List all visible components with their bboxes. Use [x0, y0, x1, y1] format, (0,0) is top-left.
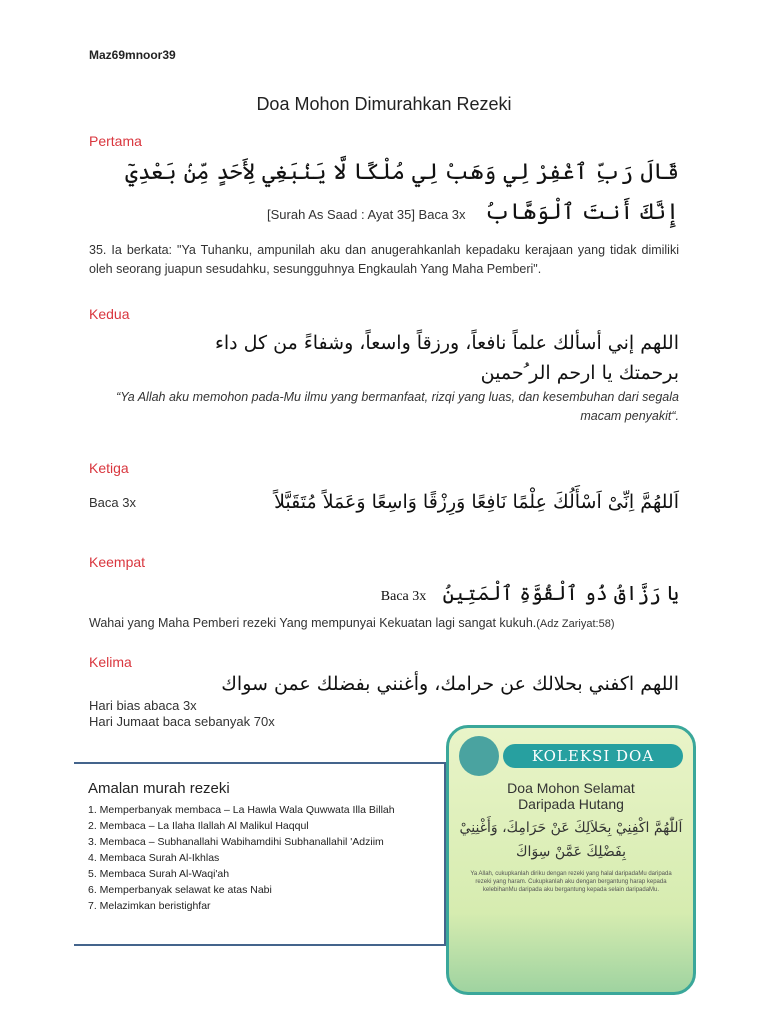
heading-kelima: Kelima	[89, 654, 132, 670]
note1-kelima: Hari bias abaca 3x	[89, 698, 197, 713]
arabic-ketiga: اَللهُمَّ اِنِّىْ اَسْأَلُكَ عِلْمًا نَافِعًا وَرِزْقًا وَاسِعًا وَعَمَلاً مُتَقَبَّلاً	[274, 491, 679, 513]
row-ketiga	[89, 486, 679, 518]
poster-title-line1: Doa Mohon Selamat	[507, 780, 635, 796]
heading-ketiga: Ketiga	[89, 460, 129, 476]
arabic-line2-kedua: برحمتك يا ارحم الر ُحمين	[480, 362, 679, 384]
note2-kelima: Hari Jumaat baca sebanyak 70x	[89, 714, 275, 729]
koleksi-doa-poster	[446, 725, 696, 995]
translation-text: Wahai yang Maha Pemberi rezeki Yang mempunyai Kekuatan lagi sangat kukuh.	[89, 616, 537, 630]
author-name: Maz69mnoor39	[89, 48, 176, 62]
amalan-item: 5. Membaca Surah Al-Waqi'ah	[88, 868, 230, 880]
poster-header	[459, 736, 683, 776]
translation-kedua: “Ya Allah aku memohon pada-Mu ilmu yang bermanfaat, rizqi yang luas, dan kesembuhan dari segala macam penyakit“.	[116, 390, 679, 423]
reference-pertama: [Surah As Saad : Ayat 35] Baca 3x	[267, 207, 466, 222]
arabic-keempat: يا رَزَّاقُ ذُو ٱلْقُوَّةِ ٱلْمَتِينُ	[442, 581, 679, 605]
poster-banner: KOLEKSI DOA	[503, 744, 683, 768]
section-kelima	[89, 654, 679, 730]
amalan-item: 4. Membaca Surah Al-Ikhlas	[88, 852, 220, 864]
note-keempat: Baca 3x	[380, 589, 427, 604]
amalan-item: 2. Membaca – La Ilaha Ilallah Al Malikul Haqqul	[88, 820, 309, 832]
amalan-item: 1. Memperbanyak membaca – La Hawla Wala Quwwata Illa Billah	[88, 804, 395, 816]
child-illustration-icon	[459, 736, 499, 776]
translation-pertama: 35. Ia berkata: "Ya Tuhanku, ampunilah aku dan anugerahkanlah kepadaku kerajaan yang tidak dimiliki oleh seorang juapun sesudahku, sesungguhnya Engkaulah Yang Maha Pemberi".	[89, 243, 679, 276]
section-ketiga	[89, 460, 679, 518]
arabic-kelima: اللهم اكفني بحلالك عن حرامك، وأغنني بفضلك عمن سواك	[221, 673, 679, 695]
page-title: Doa Mohon Dimurahkan Rezeki	[256, 94, 512, 114]
poster-title	[507, 780, 635, 812]
poster-arabic: اَللّٰهُمَّ اكْفِنِيْ بِحَلاَلِكَ عَنْ حَرَامِكَ، وَأَغْنِنِيْ بِفَضْلِكَ عَمَّنْ سِوَاكَ	[459, 820, 683, 860]
heading-keempat: Keempat	[89, 554, 146, 570]
amalan-item: 3. Membaca – Subhanallahi Wabihamdihi Subhanallahil 'Adziim	[88, 836, 384, 848]
note-ketiga: Baca 3x	[89, 494, 136, 510]
arabic-block-pertama	[89, 153, 679, 235]
arabic-line1-kedua: اللهم إني أسألك علماً نافعاً، ورزقاً واسعاً، وشفاءً من كل داء	[214, 332, 679, 354]
poster-translation: Ya Allah, cukupkanlah diriku dengan rezeki yang halal daripadaMu daripada rezeki yang haram. Cukupkanlah aku dengan bergantung harap kepada kelebihanMu daripada aku bergantung kepada selain daripadaMu.	[470, 871, 672, 893]
amalan-item: 6. Memperbanyak selawat ke atas Nabi	[88, 884, 272, 896]
section-kedua	[89, 306, 679, 426]
amalan-list	[88, 802, 395, 914]
reference-keempat: (Adz Zariyat:58)	[536, 618, 615, 630]
amalan-title: Amalan murah rezeki	[88, 780, 230, 797]
translation-keempat	[89, 616, 679, 630]
heading-pertama: Pertama	[89, 133, 142, 149]
section-keempat	[89, 554, 679, 630]
amalan-item: 7. Melazimkan beristighfar	[88, 900, 211, 912]
arabic-row-keempat	[89, 576, 679, 614]
amalan-box	[74, 762, 446, 946]
heading-kedua: Kedua	[89, 306, 130, 322]
poster-title-line2: Daripada Hutang	[518, 796, 624, 812]
arabic-verse-pertama: قَالَ رَبِّ ٱغْفِرْ لِي وَهَبْ لِي مُلْكًا لَّا يَنۢبَغِي لِأَحَدٍ مِّنۢ بَعْدِيٓ إِنَّكَ أَنتَ ٱلْوَهَّابُ	[125, 160, 679, 225]
section-pertama	[89, 133, 679, 279]
